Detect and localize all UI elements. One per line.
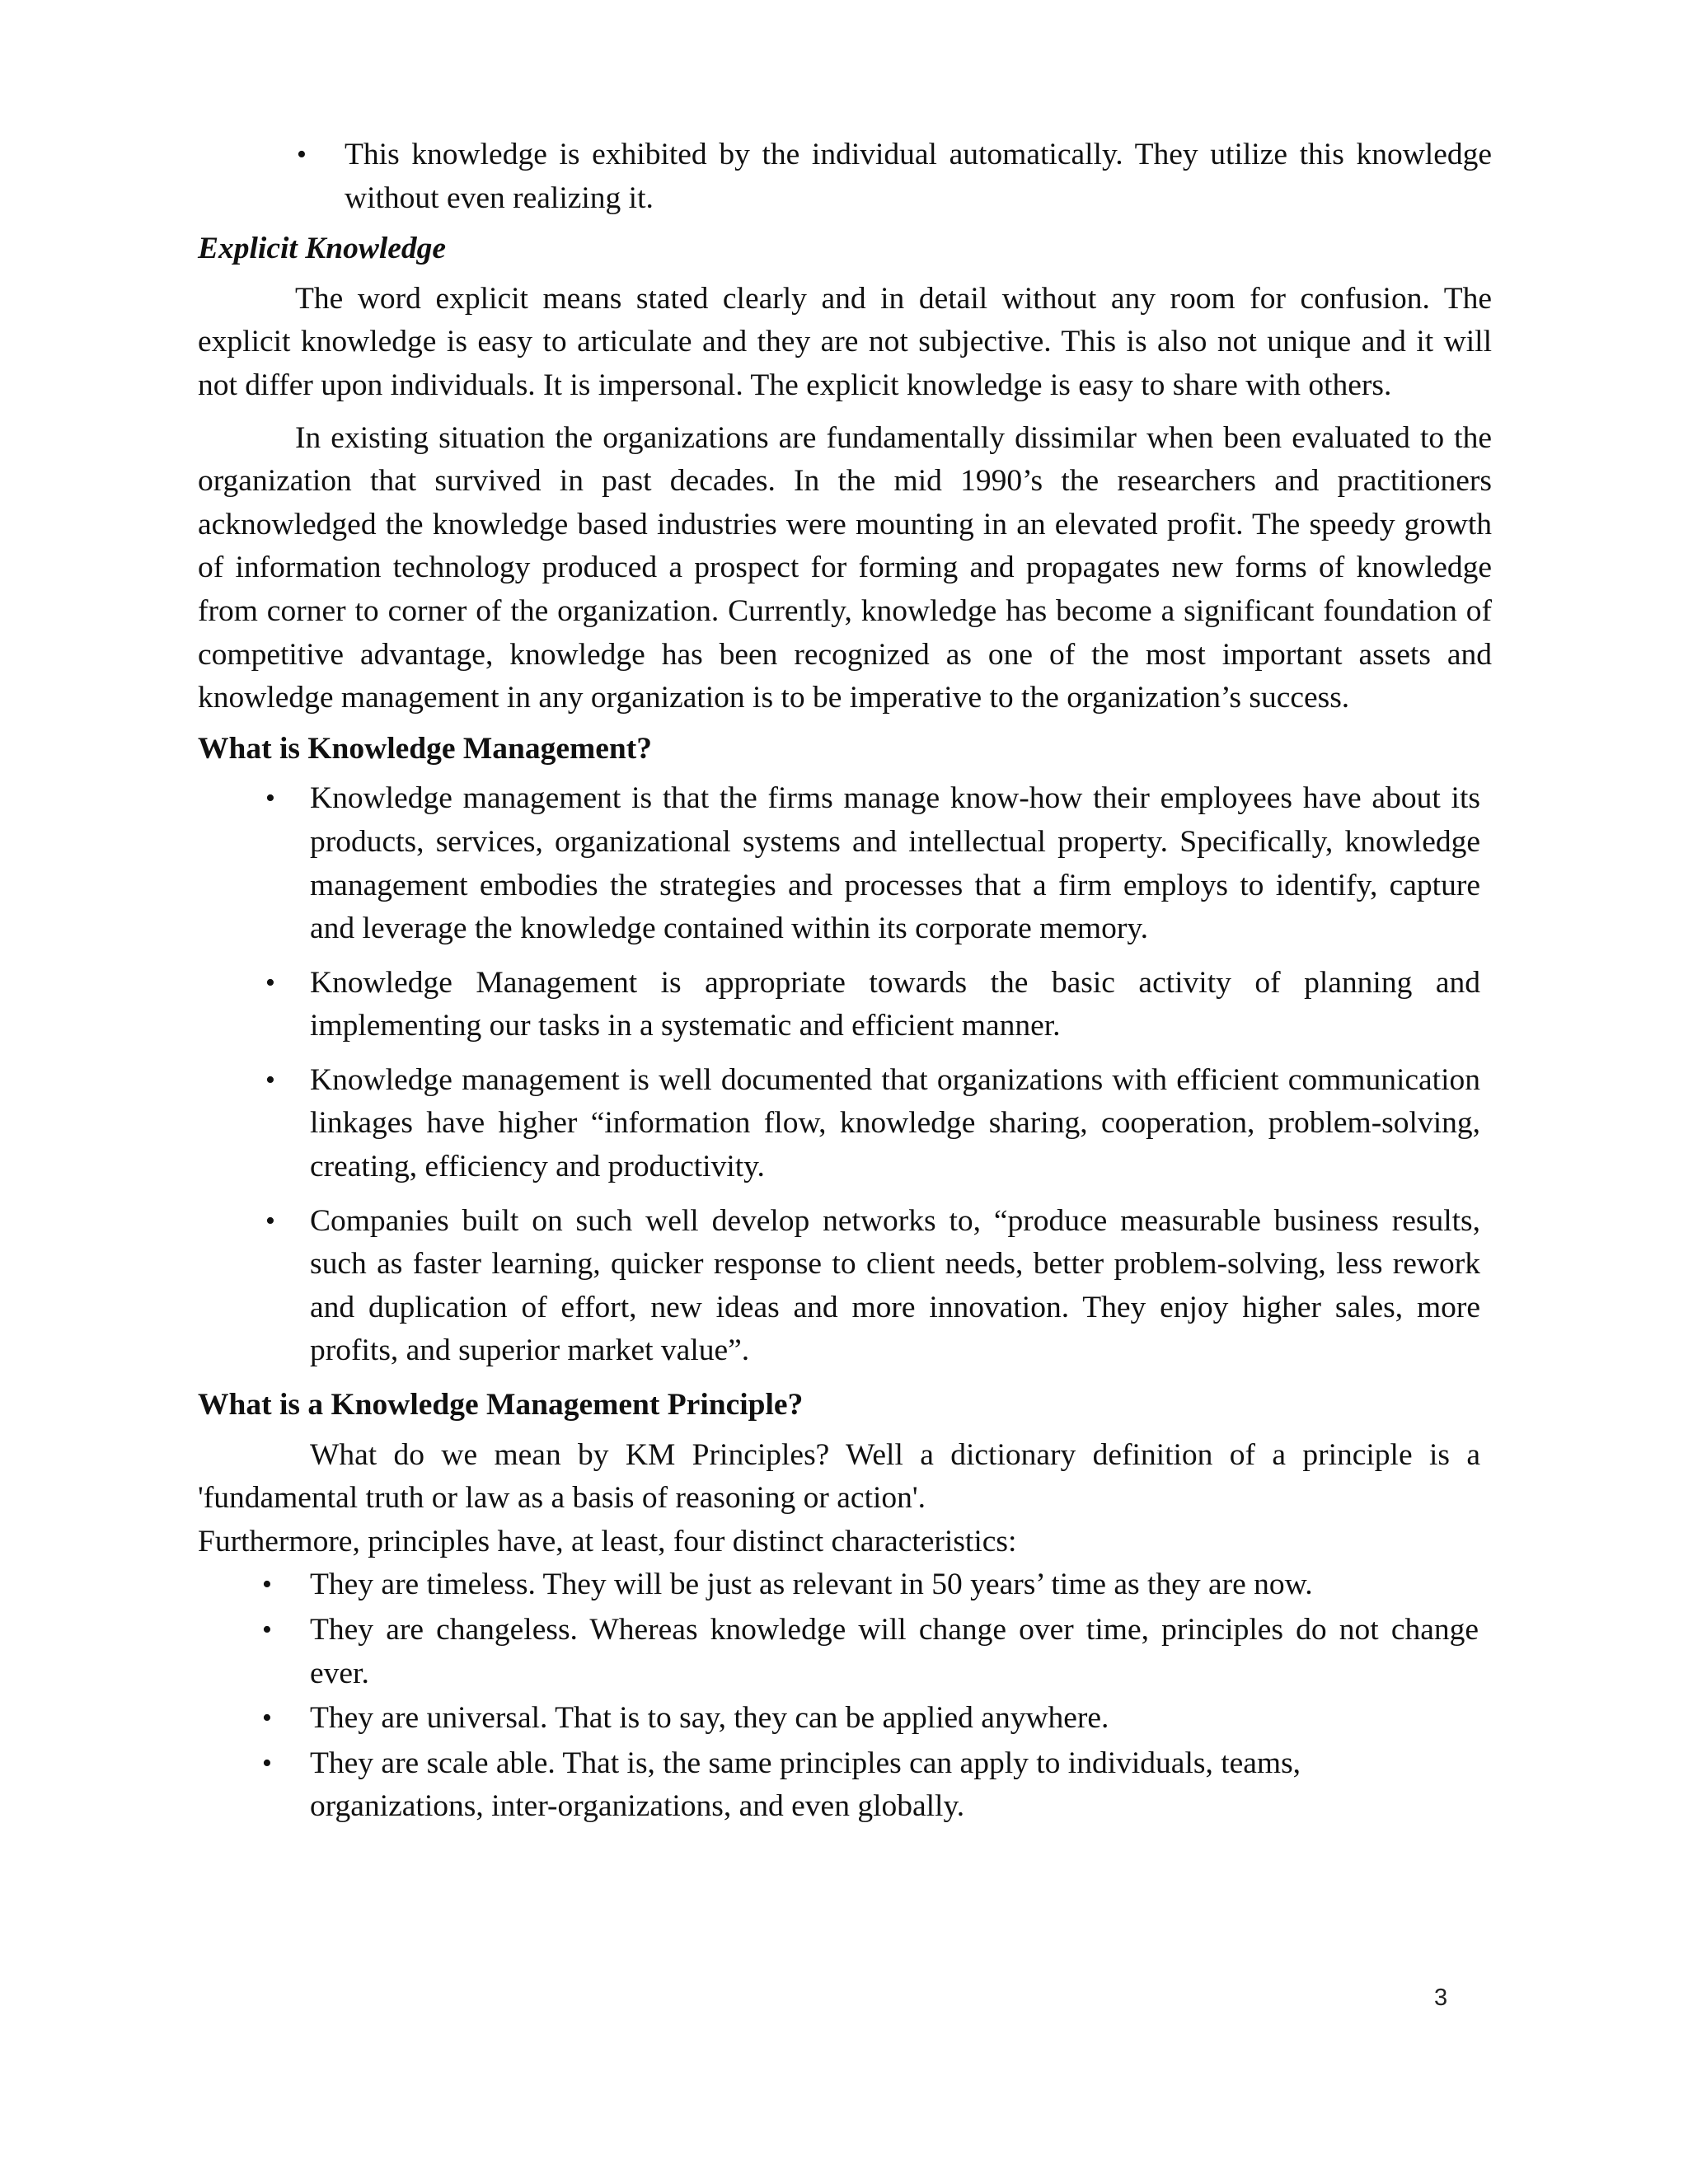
list-item: • They are scale able. That is, the same principles can apply to individuals, teams, organizations, inter-organizations, and even globally. [310, 1742, 1479, 1829]
section-heading-explicit-knowledge: Explicit Knowledge [198, 232, 447, 266]
bullet-icon: • [265, 1064, 275, 1095]
bullet-icon: • [262, 1703, 272, 1734]
section-heading-km-principle: What is a Knowledge Management Principle? [198, 1388, 804, 1422]
bullet-icon: • [265, 967, 275, 998]
list-item: • Knowledge management is that the firms manage know-how their employees have about its products, services, organizational systems and intellectual property. Specifically, knowledge management embodies the strategies and processes that a firm employs to identify, capture and leverage the knowledge contained within its corporate memory. [310, 777, 1480, 950]
paragraph-km-principles: What do we mean by KM Principles? Well a dictionary definition of a principle is a 'fundamental truth or law as a basis of reasoning or action'. [198, 1437, 1480, 1516]
bullet-icon: • [262, 1615, 272, 1645]
paragraph-characteristics-lead: Furthermore, principles have, at least, four distinct characteristics: [198, 1524, 1017, 1558]
bullet-icon: • [265, 783, 275, 814]
km-bullet-list [198, 777, 1492, 1373]
list-item: • This knowledge is exhibited by the individual automatically. They utilize this knowledge without even realizing it. [345, 134, 1492, 220]
section-heading-knowledge-management: What is Knowledge Management? [198, 731, 653, 766]
paragraph-explicit-definition: The word explicit means stated clearly and in detail without any room for confusion. The explicit knowledge is easy to articulate and they are not subjective. This is also not unique and it will not differ upon individuals. It is impersonal. The explicit knowledge is easy to share with others. [198, 281, 1492, 402]
bullet-icon: • [297, 139, 307, 170]
list-item: • Knowledge Management is appropriate towards the basic activity of planning and implementing our tasks in a systematic and efficient manner. [310, 962, 1480, 1048]
bullet-icon: • [262, 1569, 272, 1601]
bullet-icon: • [262, 1747, 272, 1779]
page-number: 3 [1434, 1985, 1448, 2011]
principles-bullet-list [198, 1563, 1492, 1829]
list-item: • They are changeless. Whereas knowledge will change over time, principles do not change ever. [310, 1609, 1479, 1695]
list-item: • Companies built on such well develop networks to, “produce measurable business results, such as faster learning, quicker response to client needs, better problem-solving, less rework and duplication of effort, new ideas and more innovation. They enjoy higher sales, more profits, and superior market value”. [310, 1200, 1480, 1373]
list-item: • They are timeless. They will be just as relevant in 50 years’ time as they are now. [310, 1563, 1479, 1607]
list-item: • Knowledge management is well documented that organizations with efficient communication linkages have higher “information flow, knowledge sharing, cooperation, problem-solving, creating, efficiency and productivity. [310, 1059, 1480, 1189]
bullet-icon: • [265, 1205, 275, 1236]
page-content [198, 134, 1492, 1830]
list-item: • They are universal. That is to say, they can be applied anywhere. [310, 1697, 1479, 1741]
paragraph-organizations: In existing situation the organizations are fundamentally dissimilar when been evaluated to the organization that survived in past decades. In the mid 1990’s the researchers and practitioners acknowledged the knowledge based industries were mounting in an elevated profit. The speedy growth of information technology produced a prospect for forming and propagates new forms of knowledge from corner to corner of the organization. Currently, knowledge has become a significant foundation of competitive advantage, knowledge has been recognized as one of the most important assets and knowledge management in any organization is to be imperative to the organization’s success. [198, 420, 1492, 715]
intro-bullet-list [198, 134, 1492, 220]
